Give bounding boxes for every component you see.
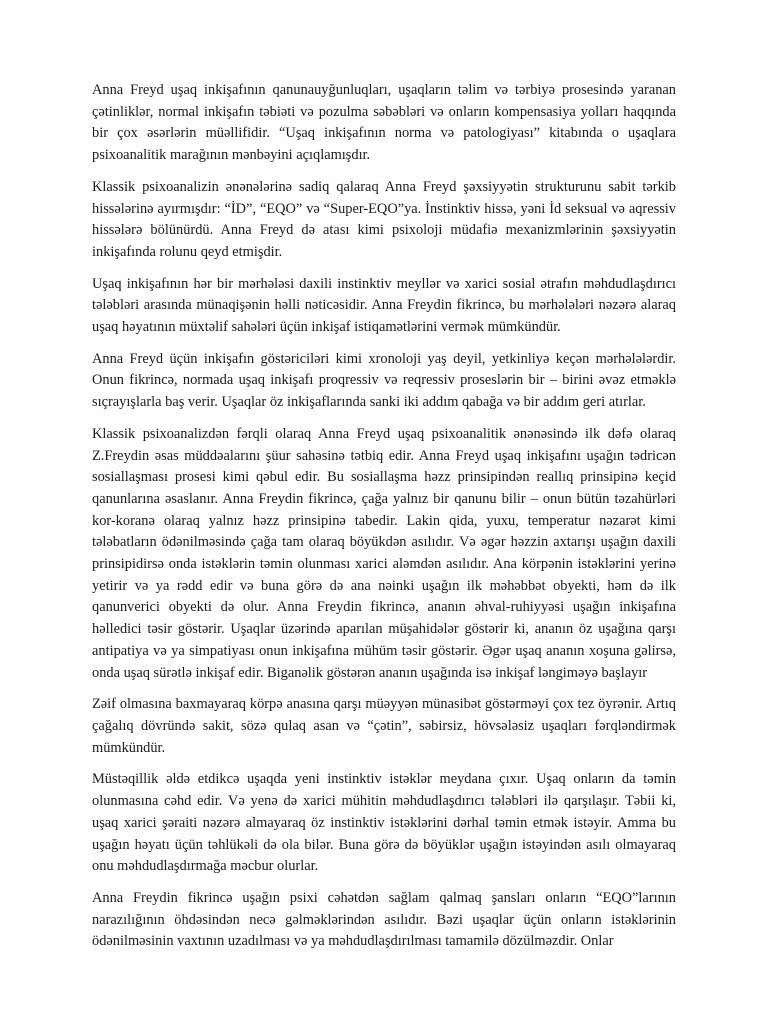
paragraph-3: Uşaq inkişafının hər bir mərhələsi daxili instinktiv meyllər və xarici sosial ətrafın məhdudlaşdırıcı tələbləri arasında münaqişənin həlli nəticəsidir. Anna Freydin fikrincə, bu mərhələləri nəzərə alaraq uşaq həyatının müxtəlif sahələri üçün inkişaf istiqamətlərini vermək mümkündür.: [92, 275, 676, 336]
paragraph-7: Müstəqillik əldə etdikcə uşaqda yeni instinktiv istəklər meydana çıxır. Uşaq onların da təmin olunmasına cəhd edir. Və yenə də xarici mühitin məhdudlaşdırıcı tələbləri ilə qarşılaşır. Təbii ki, uşaq xarici şəraiti nəzərə almayaraq öz instinktiv istəklərini dərhal təmin etmək istəyir. Amma bu uşağın həyatı üçün təhlükəli də ola bilər. Buna görə də böyüklər uşağın istəyindən asılı olmayaraq onu məhdudlaşdırmağa məcbur olurlar.: [92, 771, 676, 875]
document-page: [92, 80, 676, 963]
paragraph-4: Anna Freyd üçün inkişafın göstəriciləri kimi xronoloji yaş deyil, yetkinliyə keçən mərhələlərdir. Onun fikrincə, normada uşaq inkişafı proqressiv və reqressiv proseslərin bir – birini əvəz etməklə sıçrayışlarla baş verir. Uşaqlar öz inkişaflarında sanki iki addım qabağa və bir addım geri atırlar.: [92, 350, 676, 411]
paragraph-1: Anna Freyd uşaq inkişafının qanunauyğunluqları, uşaqların təlim və tərbiyə prosesində yaranan çətinliklər, normal inkişafın təbiəti və pozulma səbəbləri və onların kompensasiya yolları haqqında bir çox əsərlərin müəllifidir. “Uşaq inkişafının norma və patologiyası” kitabında o uşaqlara psixoanalitik marağının mənbəyini açıqlamışdır.: [92, 82, 676, 164]
paragraph-2: Klassik psixoanalizin ənənələrinə sadiq qalaraq Anna Freyd şəxsiyyətin strukturunu sabit tərkib hissələrinə ayırmışdır: “İD”, “EQO” və “Super-EQO”ya. İnstinktiv hissə, yəni İd seksual və aqressiv hissələrə bölünürdü. Anna Freyd də atası kimi psixoloji müdafiə mexanizmlərinin şəxsiyyətin inkişafında rolunu qeyd etmişdir.: [92, 178, 676, 260]
paragraph-5: Klassik psixoanalizdən fərqli olaraq Anna Freyd uşaq psixoanalitik ənənəsində ilk dəfə olaraq Z.Freydin əsas müddəalarını şüur sahəsinə tətbiq edir. Anna Freyd uşaq inkişafını uşağın tədricən sosiallaşması prosesi kimi qəbul edir. Bu sosiallaşma həzz prinsipindən reallıq prinsipinə keçid qanunlarına əsaslanır. Anna Freydin fikrincə, çağa yalnız bir qanunu bilir – onun bütün təzahürləri kor-koranə olaraq yalnız həzz prinsipinə tabedir. Lakin qida, yuxu, temperatur nəzarət kimi tələbatların ödənilməsində çağa tam olaraq böyükdən asılıdır. Və əgər həzzin axtarışı uşağın daxili prinsipidirsə onda istəklərin təmin olunması xarici aləmdən asılıdır. Ana körpənin istəklərini yerinə yetirir və ya rədd edir və buna görə də ana nəinki uşağın ilk məhəbbət obyekti, həm də ilk qanunverici obyekti də olur. Anna Freydin fikrincə, ananın əhval-ruhiyyəsi uşağın inkişafına həlledici təsir göstərir. Uşaqlar üzərində aparılan müşahidələr göstərir ki, ananın öz uşağına qarşı antipatiya və ya simpatiyası onun inkişafına mühüm təsir göstərir. Əgər uşaq ananın xoşuna gəlirsə, onda uşaq sürətlə inkişaf edir. Biganəlik göstərən ananın uşağında isə inkişaf ləngiməyə başlayır: [92, 425, 676, 681]
paragraph-6: Zəif olmasına baxmayaraq körpə anasına qarşı müəyyən münasibət göstərməyi çox tez öyrənir. Artıq çağalıq dövründə sakit, sözə qulaq asan və “çətin”, səbirsiz, hövsələsiz uşaqları fərqləndirmək mümkündür.: [92, 696, 676, 756]
paragraph-8: Anna Freydin fikrincə uşağın psixi cəhətdən sağlam qalmaq şansları onların “EQO”larının narazılığının öhdəsindən necə gəlməklərindən asılıdır. Bəzi uşaqlar üçün onların istəklərinin ödənilməsinin vaxtının uzadılması və ya məhdudlaşdırılması tamamilə dözülməzdir. Onlar: [92, 889, 676, 950]
